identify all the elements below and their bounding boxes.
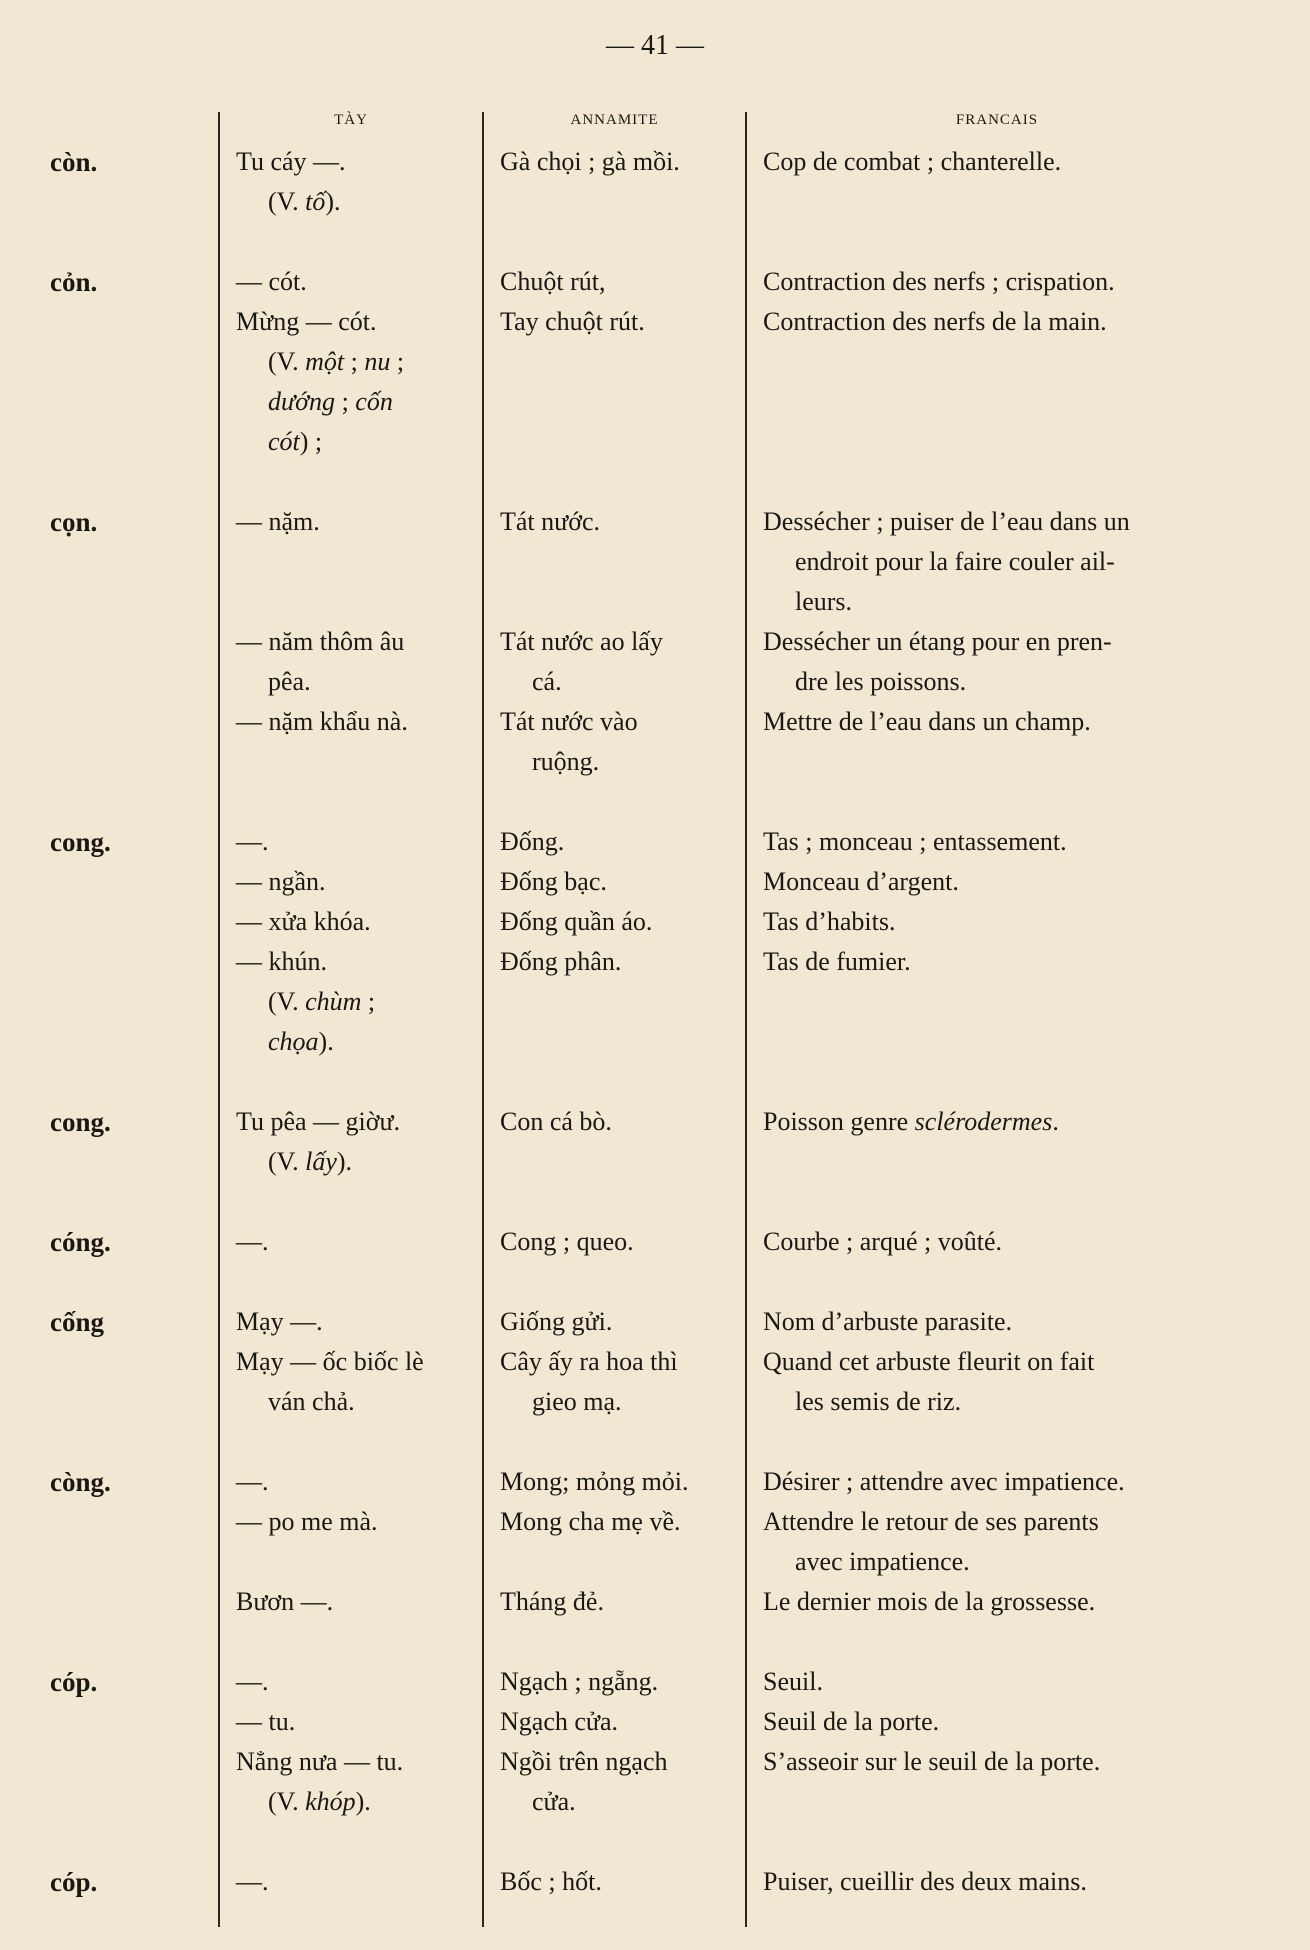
text-line: Dessécher ; puiser de l’eau dans un — [763, 507, 1130, 536]
tay-cell — [236, 622, 476, 702]
text-line — [236, 1542, 476, 1582]
italic-text: một — [305, 347, 345, 376]
entry-row — [0, 822, 1310, 862]
francais-cell — [763, 142, 1243, 222]
text-segment: ; — [361, 987, 376, 1016]
text-line: pêa. — [268, 667, 311, 696]
annamite-cell — [500, 1862, 740, 1902]
headword: còn. — [50, 147, 98, 177]
text-line: —. — [236, 1867, 269, 1896]
text-line: Tas de fumier. — [763, 947, 911, 976]
entry-row — [0, 302, 1310, 462]
dictionary-entry — [0, 1222, 1310, 1262]
text-segment: ) ; — [299, 427, 323, 456]
entry-row — [0, 622, 1310, 702]
entry-row — [0, 1582, 1310, 1622]
dictionary-entry — [0, 262, 1310, 462]
dictionary-entry — [0, 1102, 1310, 1182]
text-line: Cop de combat ; chanterelle. — [763, 147, 1062, 176]
italic-text: cốn — [355, 387, 393, 416]
entry-row — [0, 902, 1310, 942]
entry-row — [0, 502, 1310, 622]
text-line: Cây ấy ra hoa thì — [500, 1347, 678, 1376]
text-line: — năm thôm âu — [236, 627, 405, 656]
headword: cọn. — [50, 507, 98, 537]
text-segment: ). — [325, 187, 341, 216]
tay-cell — [236, 262, 476, 302]
text-segment: (V. — [268, 1787, 306, 1816]
text-line: — khún. — [236, 947, 327, 976]
francais-cell — [763, 1342, 1243, 1422]
text-line: Mạy — ốc biốc lè — [236, 1347, 424, 1376]
text-line: Seuil. — [763, 1667, 823, 1696]
text-line: Tas d’habits. — [763, 907, 896, 936]
text-line: — ngần. — [236, 867, 326, 896]
italic-text: dướng — [268, 387, 336, 416]
tay-cell — [236, 1662, 476, 1702]
italic-text: chọa — [268, 1027, 319, 1056]
text-segment: (V. — [268, 187, 306, 216]
annamite-cell — [500, 502, 740, 622]
annamite-cell — [500, 942, 740, 1062]
text-line: cá. — [532, 667, 562, 696]
annamite-cell — [500, 1302, 740, 1342]
text-segment: (V. — [268, 347, 306, 376]
tay-cell — [236, 1582, 476, 1622]
dictionary-entry — [0, 1662, 1310, 1822]
column-header-tay: TÀY — [334, 112, 368, 128]
entry-row — [0, 142, 1310, 222]
headword: cống — [50, 1307, 104, 1337]
text-line: Đống bạc. — [500, 867, 607, 896]
text-line: Contraction des nerfs de la main. — [763, 307, 1107, 336]
tay-cell — [236, 502, 476, 622]
tay-cell — [236, 862, 476, 902]
tay-cell — [236, 1462, 476, 1502]
annamite-cell — [500, 1702, 740, 1742]
tay-cell — [236, 1742, 476, 1822]
text-line: Dessécher un étang pour en pren- — [763, 627, 1112, 656]
italic-text: lấy — [305, 1147, 337, 1176]
dictionary-entry — [0, 822, 1310, 1062]
tay-cell — [236, 822, 476, 862]
entry-row — [0, 262, 1310, 302]
text-line: Ngạch ; ngẵng. — [500, 1667, 659, 1696]
text-segment: ). — [355, 1787, 371, 1816]
tay-cell — [236, 302, 476, 462]
text-line: Đống quần áo. — [500, 907, 653, 936]
entry-row — [0, 862, 1310, 902]
text-line: — nặm. — [236, 507, 320, 536]
text-line: Giống gửi. — [500, 1307, 613, 1336]
annamite-cell — [500, 302, 740, 462]
annamite-cell — [500, 1502, 740, 1582]
text-line: avec impatience. — [795, 1547, 970, 1576]
francais-cell — [763, 502, 1243, 622]
text-line: leurs. — [795, 587, 853, 616]
text-line: Tát nước vào — [500, 707, 638, 736]
text-line: Tát nước. — [500, 507, 601, 536]
text-line: — cót. — [236, 267, 307, 296]
annamite-cell — [500, 1582, 740, 1622]
italic-text: tố — [305, 187, 326, 216]
francais-cell — [763, 1222, 1243, 1262]
text-segment: (V. — [268, 1147, 306, 1176]
francais-cell — [763, 622, 1243, 702]
entry-row — [0, 1302, 1310, 1342]
dictionary-entry — [0, 1462, 1310, 1622]
francais-cell — [763, 1302, 1243, 1342]
annamite-cell — [500, 1102, 740, 1182]
tay-cell — [236, 902, 476, 942]
annamite-cell — [500, 1222, 740, 1262]
text-line: Ngồi trên ngạch — [500, 1747, 668, 1776]
text-line — [236, 342, 476, 382]
text-line: Le dernier mois de la grossesse. — [763, 1587, 1096, 1616]
annamite-cell — [500, 142, 740, 222]
text-line: Đống phân. — [500, 947, 622, 976]
text-segment: ; — [390, 347, 405, 376]
headword: cóp. — [50, 1667, 98, 1697]
francais-cell — [763, 1662, 1243, 1702]
francais-cell — [763, 1462, 1243, 1502]
text-line: ván chả. — [268, 1387, 355, 1416]
dictionary-entry — [0, 1302, 1310, 1422]
entry-row — [0, 1102, 1310, 1182]
text-line: Désirer ; attendre avec impatience. — [763, 1467, 1125, 1496]
text-line: Tháng đẻ. — [500, 1587, 604, 1616]
annamite-cell — [500, 702, 740, 782]
text-line: —. — [236, 1227, 269, 1256]
text-line — [763, 1102, 1243, 1142]
text-line: Cong ; queo. — [500, 1227, 634, 1256]
text-line: Mạy —. — [236, 1307, 323, 1336]
tay-cell — [236, 1862, 476, 1902]
tay-cell — [236, 942, 476, 1062]
text-line: Tay chuột rút. — [500, 307, 645, 336]
tay-cell — [236, 1102, 476, 1182]
entry-row — [0, 1742, 1310, 1822]
text-line: Bốc ; hốt. — [500, 1867, 602, 1896]
francais-cell — [763, 1502, 1243, 1582]
text-line — [236, 382, 476, 422]
text-line — [236, 1142, 476, 1182]
annamite-cell — [500, 1662, 740, 1702]
dictionary-entries — [0, 142, 1310, 1942]
text-line: — po me mà. — [236, 1507, 378, 1536]
text-line: — tu. — [236, 1707, 296, 1736]
text-line: Monceau d’argent. — [763, 867, 959, 896]
francais-cell — [763, 902, 1243, 942]
text-segment: Poisson genre — [763, 1107, 915, 1136]
text-line: Tát nước ao lấy — [500, 627, 663, 656]
text-line: cửa. — [532, 1787, 576, 1816]
text-line — [236, 422, 476, 462]
text-segment: ; — [335, 387, 356, 416]
entry-row — [0, 1502, 1310, 1582]
text-line: les semis de riz. — [795, 1387, 962, 1416]
text-line: — nặm khẩu nà. — [236, 707, 408, 736]
text-line — [236, 1782, 476, 1822]
text-line: dre les poissons. — [795, 667, 967, 696]
francais-cell — [763, 302, 1243, 462]
text-line: Đống. — [500, 827, 565, 856]
italic-text: nu — [364, 347, 391, 376]
entry-row — [0, 702, 1310, 782]
entry-row — [0, 1662, 1310, 1702]
headword: cỏn. — [50, 267, 98, 297]
text-line: S’asseoir sur le seuil de la porte. — [763, 1747, 1101, 1776]
francais-cell — [763, 702, 1243, 782]
entry-row — [0, 942, 1310, 1062]
text-line: Chuột rút, — [500, 267, 606, 296]
text-line: —. — [236, 1667, 269, 1696]
text-line: Attendre le retour de ses parents — [763, 1507, 1099, 1536]
text-line: —. — [236, 827, 269, 856]
annamite-cell — [500, 822, 740, 862]
headword: cóng. — [50, 1227, 111, 1257]
text-line: Gà chọi ; gà mồi. — [500, 147, 680, 176]
text-line: Bươn —. — [236, 1587, 334, 1616]
text-line: ruộng. — [532, 747, 600, 776]
text-line — [236, 182, 476, 222]
text-line: —. — [236, 1467, 269, 1496]
text-segment: ). — [336, 1147, 353, 1176]
text-line: Nom d’arbuste parasite. — [763, 1307, 1013, 1336]
column-header-francais: FRANCAIS — [955, 112, 1039, 128]
text-line: Tu cáy —. — [236, 147, 346, 176]
francais-cell — [763, 262, 1243, 302]
annamite-cell — [500, 262, 740, 302]
francais-cell — [763, 822, 1243, 862]
page-number: — 41 — — [606, 30, 704, 61]
text-line: gieo mạ. — [532, 1387, 622, 1416]
text-line: — xửa khóa. — [236, 907, 371, 936]
entry-row — [0, 1222, 1310, 1262]
tay-cell — [236, 702, 476, 782]
tay-cell — [236, 1502, 476, 1582]
headword: cong. — [50, 1107, 111, 1137]
text-line: Courbe ; arqué ; voûté. — [763, 1227, 1002, 1256]
text-line: Con cá bò. — [500, 1107, 612, 1136]
annamite-cell — [500, 1462, 740, 1502]
entry-row — [0, 1342, 1310, 1422]
entry-row — [0, 1702, 1310, 1742]
text-segment: (V. — [268, 987, 306, 1016]
tay-cell — [236, 1342, 476, 1422]
annamite-cell — [500, 622, 740, 702]
annamite-cell — [500, 862, 740, 902]
text-segment: ). — [318, 1027, 334, 1056]
text-line: Mừng — cót. — [236, 307, 377, 336]
entry-row — [0, 1862, 1310, 1902]
tay-cell — [236, 1302, 476, 1342]
dictionary-entry — [0, 502, 1310, 782]
text-line: Contraction des nerfs ; crispation. — [763, 267, 1115, 296]
text-line: Tas ; monceau ; entassement. — [763, 827, 1067, 856]
entry-row — [0, 1462, 1310, 1502]
text-line: Mong; mỏng mỏi. — [500, 1467, 689, 1496]
headword: cong. — [50, 827, 111, 857]
text-line — [236, 982, 476, 1022]
tay-cell — [236, 1222, 476, 1262]
text-line: endroit pour la faire couler ail- — [795, 547, 1115, 576]
tay-cell — [236, 142, 476, 222]
francais-cell — [763, 1102, 1243, 1182]
text-line: Seuil de la porte. — [763, 1707, 940, 1736]
tay-cell — [236, 1702, 476, 1742]
headword: cóp. — [50, 1867, 98, 1897]
francais-cell — [763, 1742, 1243, 1822]
text-line: Mong cha mẹ về. — [500, 1507, 681, 1536]
annamite-cell — [500, 1342, 740, 1422]
headword: còng. — [50, 1467, 111, 1497]
italic-text: cót — [268, 427, 300, 456]
dictionary-entry — [0, 1862, 1310, 1902]
text-line — [500, 1542, 740, 1582]
italic-text: chùm — [305, 987, 362, 1016]
text-segment: ; — [344, 347, 365, 376]
text-line: Tu pêa — giờư. — [236, 1107, 401, 1136]
text-line — [236, 1022, 476, 1062]
text-line: Ngạch cửa. — [500, 1707, 619, 1736]
francais-cell — [763, 942, 1243, 1062]
francais-cell — [763, 1862, 1243, 1902]
annamite-cell — [500, 1742, 740, 1822]
column-header-annamite: ANNAMITE — [570, 112, 659, 128]
dictionary-entry — [0, 142, 1310, 222]
text-segment: . — [1052, 1107, 1059, 1136]
text-line: Nẳng nưa — tu. — [236, 1747, 404, 1776]
text-line: Quand cet arbuste fleurit on fait — [763, 1347, 1095, 1376]
francais-cell — [763, 1702, 1243, 1742]
francais-cell — [763, 862, 1243, 902]
italic-text: sclérodermes — [914, 1107, 1053, 1136]
italic-text: khóp — [305, 1787, 356, 1816]
francais-cell — [763, 1582, 1243, 1622]
text-line: Puiser, cueillir des deux mains. — [763, 1867, 1087, 1896]
text-line: Mettre de l’eau dans un champ. — [763, 707, 1091, 736]
annamite-cell — [500, 902, 740, 942]
